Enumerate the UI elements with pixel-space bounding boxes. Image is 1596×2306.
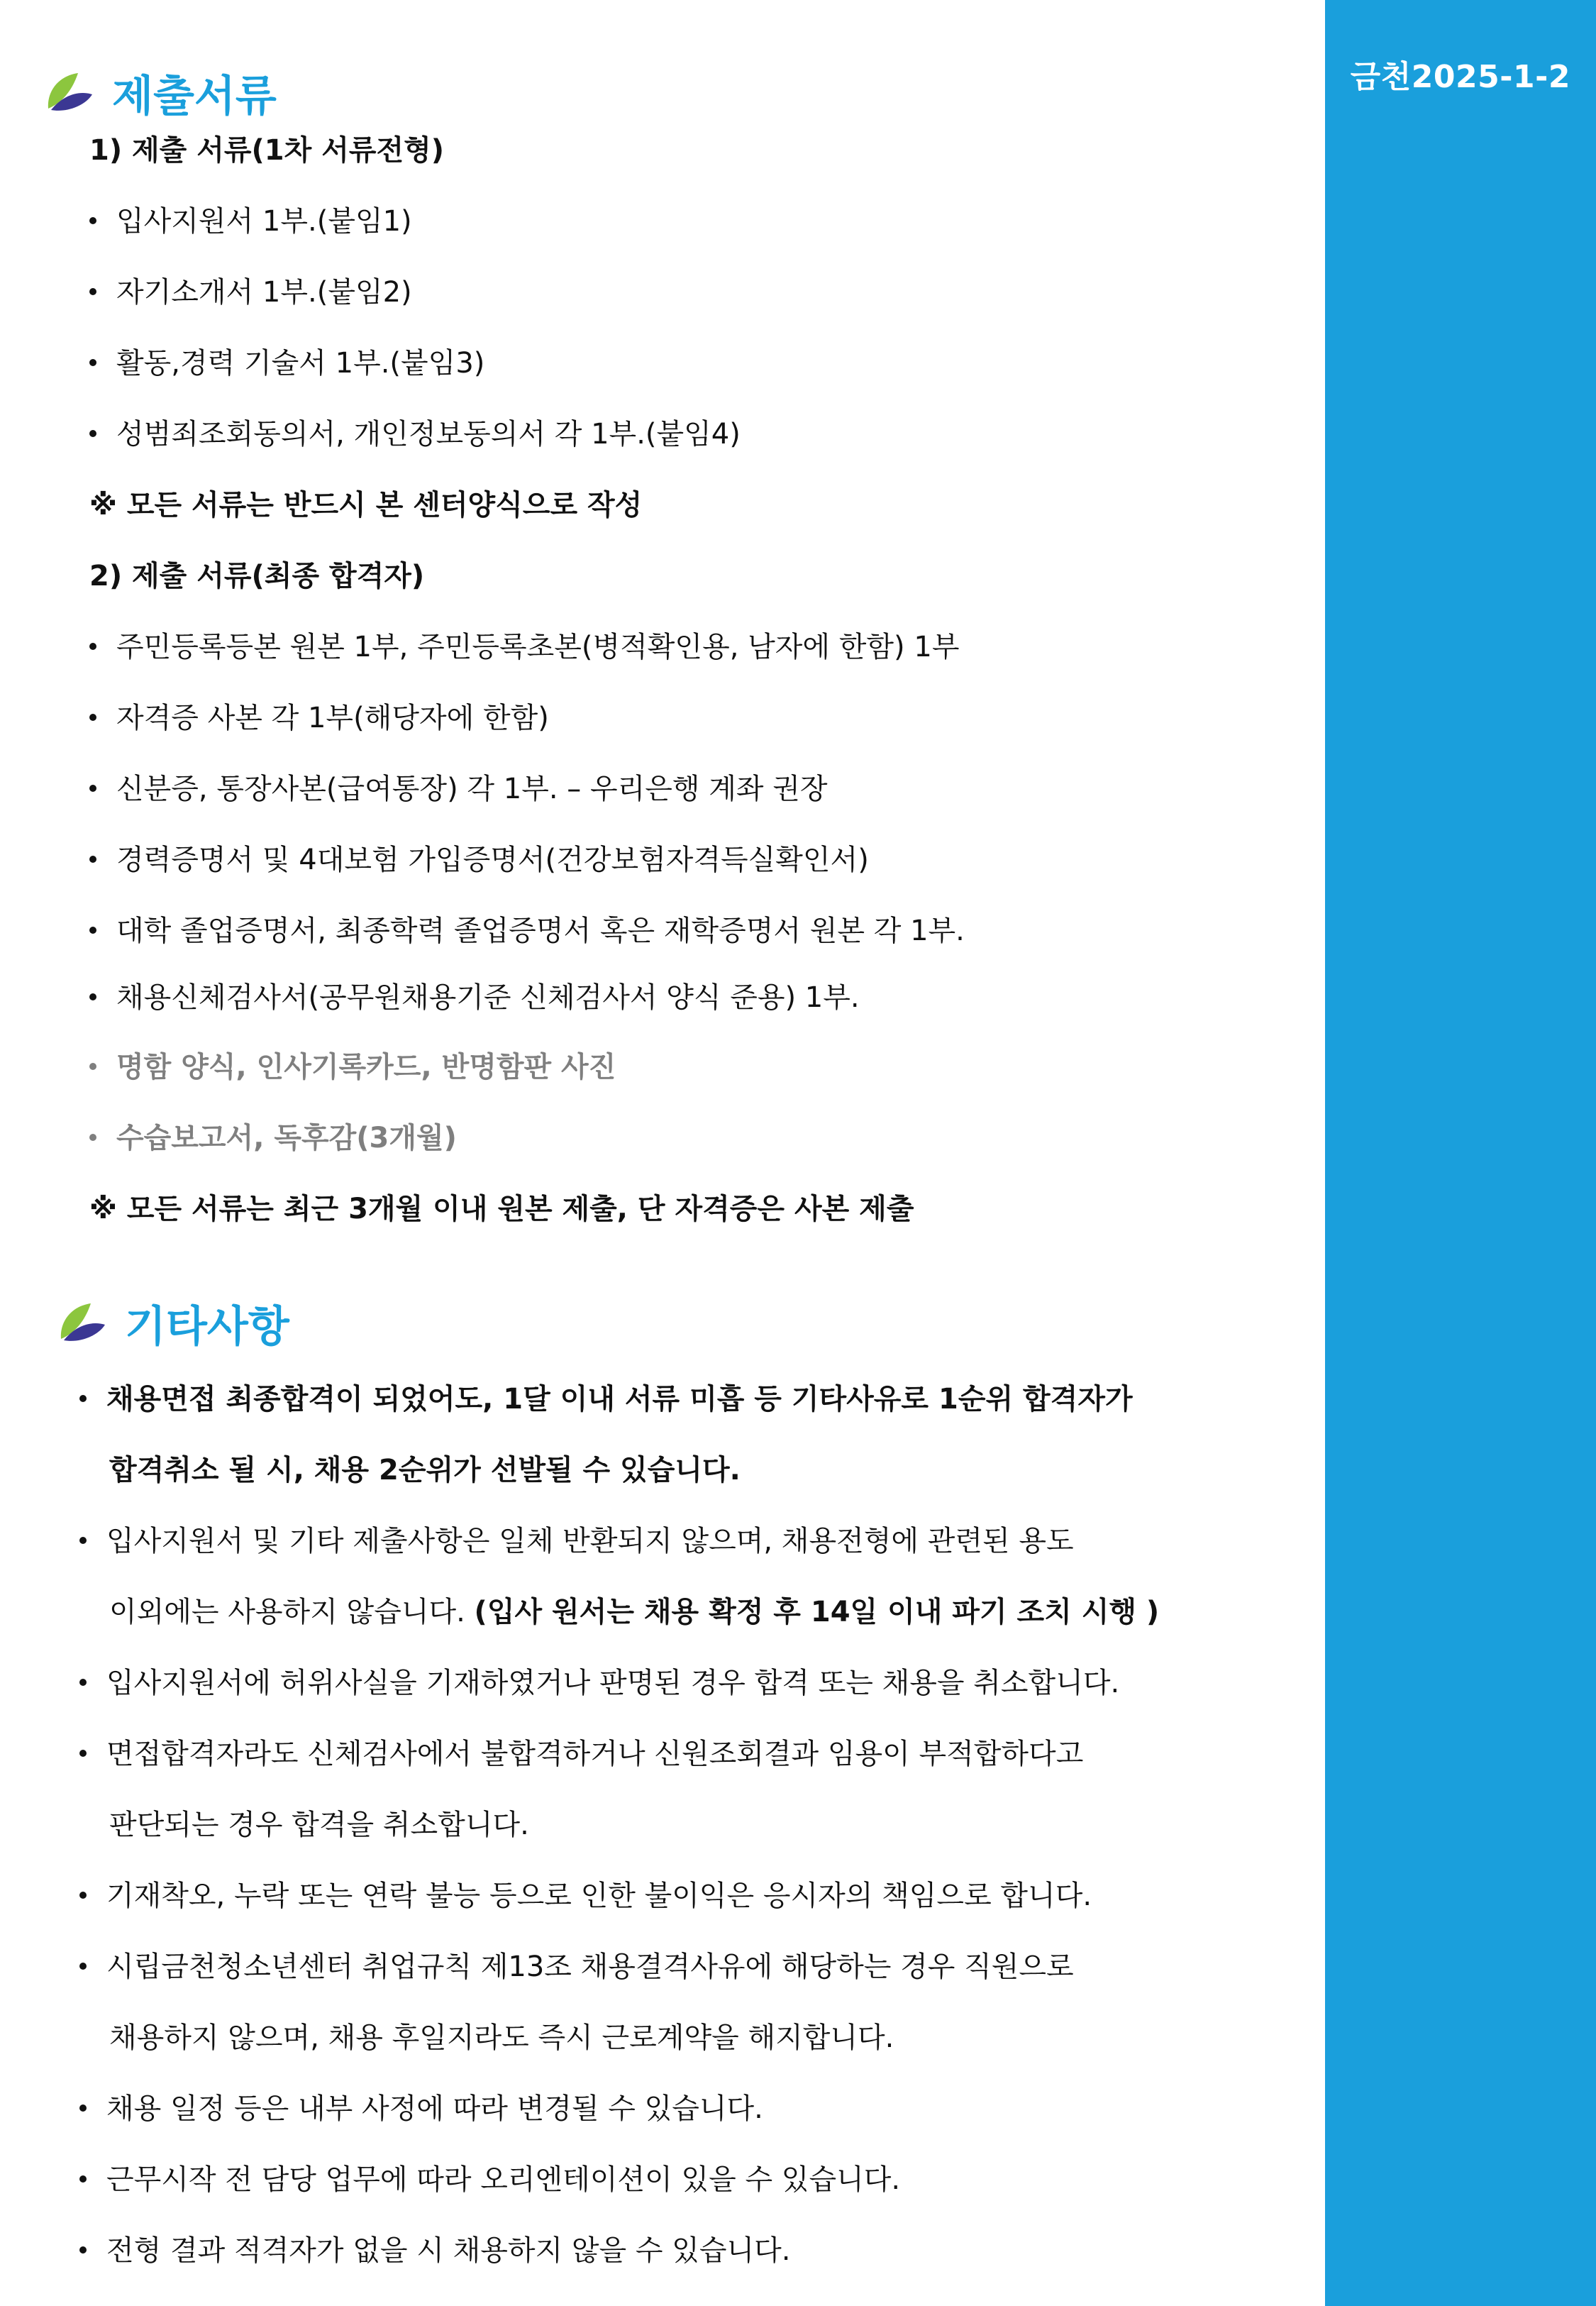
list-item-text: 대학 졸업증명서, 최종학력 졸업증명서 혹은 재학증명서 원본 각 1부. [116,915,965,947]
list-item-text: 명함 양식, 인사기록카드, 반명함판 사진 [116,1051,616,1083]
list-item-continuation: 합격취소 될 시, 채용 2순위가 선발될 수 있습니다. [109,1454,741,1486]
bullet-dot-icon [89,1134,96,1141]
list-item-continuation: 판단되는 경우 합격을 취소합니다. [109,1809,529,1841]
list-item-text: 채용 일정 등은 내부 사정에 따라 변경될 수 있습니다. [106,2092,763,2125]
list-item-text: 시립금천청소년센터 취업규칙 제13조 채용결격사유에 해당하는 경우 직원으로 [106,1951,1074,1983]
list-item-text: 채용신체검사서(공무원채용기준 신체검사서 양식 준용) 1부. [116,981,860,1014]
list-item [89,278,412,307]
list-item-text: 신분증, 통장사본(급여통장) 각 1부. – 우리은행 계좌 권장 [116,773,828,805]
list-item [89,207,412,236]
list-item-text: 주민등록등본 원본 1부, 주민등록초본(병적확인용, 남자에 한함) 1부 [116,631,960,663]
list-item-text: 전형 결과 적격자가 없을 시 채용하지 않을 수 있습니다. [106,2234,791,2267]
list-item-text: 경력증명서 및 4대보험 가입증명서(건강보험자격득실확인서) [116,844,869,876]
list-item-text: 활동,경력 기술서 1부.(붙임3) [116,347,485,380]
list-item-muted [89,1053,616,1081]
list-item [89,983,860,1012]
list-item [89,775,828,803]
list-item [89,917,965,945]
list-item [89,846,869,874]
list-item-text: 면접합격자라도 신체검사에서 불합격하거나 신원조회결과 임용이 부적합하다고 [106,1738,1084,1770]
list-item [89,704,549,732]
note-original-submission: ※ 모든 서류는 최근 3개월 이내 원본 제출, 단 자격증은 사본 제출 [89,1193,914,1225]
list-item-text: 근무시작 전 담당 업무에 따라 오리엔테이션이 있을 수 있습니다. [106,2163,901,2196]
list-item [79,1669,1119,1697]
bullet-dot-icon [89,927,96,934]
list-item [89,633,959,661]
bullet-dot-icon [79,1537,87,1544]
section-title-text: 제출서류 [112,72,277,121]
list-item [79,1740,1083,1768]
section-title-submission [45,62,277,123]
list-item-text: 이외에는 사용하지 않습니다. [109,1596,475,1628]
list-item [79,2092,763,2125]
bullet-dot-icon [89,430,96,437]
bullet-dot-icon [89,993,96,1000]
bullet-dot-icon [89,288,96,295]
list-item [89,347,485,380]
bullet-dot-icon [89,359,96,366]
list-item-continuation [109,1598,1159,1626]
list-item-text: 자격증 사본 각 1부(해당자에 한함) [116,702,549,734]
list-item-text: 성범죄조회동의서, 개인정보동의서 각 1부.(붙임4) [116,418,741,451]
list-item-text: 채용면접 최종합격이 되었어도, 1달 이내 서류 미흡 등 기타사유로 1순위 합격자가 [106,1383,1133,1416]
bullet-dot-icon [79,2246,87,2253]
bullet-dot-icon [89,1063,96,1070]
list-item-text: 자기소개서 1부.(붙임2) [116,276,412,309]
list-item [79,1882,1092,1910]
list-item [79,1953,1074,1981]
bullet-dot-icon [89,217,96,224]
document-code: 금천2025-1-2 [1350,59,1570,95]
section-title-other [58,1293,289,1354]
note-form-requirement: ※ 모든 서류는 반드시 본 센터양식으로 작성 [89,489,643,522]
bullet-dot-icon [89,785,96,792]
leaf-logo-icon [45,70,94,116]
list-item-text: 입사지원서 1부.(붙임1) [116,205,412,238]
list-item-text: 입사지원서에 허위사실을 기재하였거나 판명된 경우 합격 또는 채용을 취소합니다. [106,1667,1120,1699]
list-item [79,1527,1074,1555]
bullet-dot-icon [89,643,96,650]
bullet-dot-icon [89,714,96,721]
bullet-dot-icon [79,1679,87,1686]
bullet-dot-icon [79,1750,87,1757]
list-item-emphasis: (입사 원서는 채용 확정 후 14일 이내 파기 조치 시행 ) [474,1596,1160,1628]
list-item-muted [89,1124,457,1152]
list-item [79,2163,901,2196]
bullet-dot-icon [79,2175,87,2183]
bullet-dot-icon [79,1892,87,1899]
list-item-text: 수습보고서, 독후감(3개월) [116,1122,457,1154]
right-sidebar-band [1325,0,1596,2306]
sub-heading-final-pass: 2) 제출 서류(최종 합격자) [89,560,425,592]
list-item-text: 기재착오, 누락 또는 연락 불능 등으로 인한 불이익은 응시자의 책임으로 합니다. [106,1880,1092,1912]
list-item [89,418,741,451]
bullet-dot-icon [89,856,96,863]
section-title-text: 기타사항 [125,1302,289,1352]
bullet-dot-icon [79,2104,87,2112]
list-item-text: 입사지원서 및 기타 제출사항은 일체 반환되지 않으며, 채용전형에 관련된 용도 [106,1525,1074,1557]
list-item [79,1383,1133,1416]
bullet-dot-icon [79,1963,87,1970]
list-item-continuation: 채용하지 않으며, 채용 후일지라도 즉시 근로계약을 해지합니다. [109,2021,894,2054]
list-item [79,2236,791,2265]
sub-heading-first-round: 1) 제출 서류(1차 서류전형) [89,134,445,167]
leaf-logo-icon [58,1301,106,1346]
bullet-dot-icon [79,1395,87,1402]
